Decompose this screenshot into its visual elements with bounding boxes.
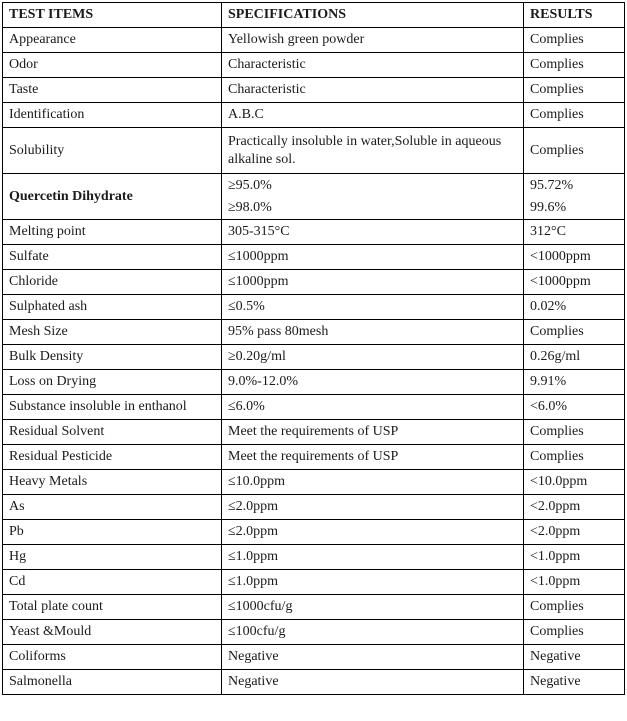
specification: ≤0.5% [222, 295, 524, 320]
specification-line: ≥95.0% [228, 177, 272, 193]
specification: ≤1000ppm [222, 270, 524, 295]
test-item: As [3, 495, 222, 520]
result: <1000ppm [524, 245, 625, 270]
table-row [3, 270, 625, 295]
result: Negative [524, 645, 625, 670]
test-item: Loss on Drying [3, 370, 222, 395]
table-row [3, 320, 625, 345]
table-row [3, 445, 625, 470]
table-row [3, 395, 625, 420]
specification: Negative [222, 645, 524, 670]
test-item: Coliforms [3, 645, 222, 670]
test-item: Pb [3, 520, 222, 545]
result: 0.26g/ml [524, 345, 625, 370]
table-row [3, 645, 625, 670]
table-row [3, 28, 625, 53]
specification: ≤100cfu/g [222, 620, 524, 645]
specification: ≤2.0ppm [222, 495, 524, 520]
table-row [3, 295, 625, 320]
result: Complies [524, 595, 625, 620]
result: <2.0ppm [524, 520, 625, 545]
test-item: Appearance [3, 28, 222, 53]
specification: ≤1000cfu/g [222, 595, 524, 620]
table-row [3, 78, 625, 103]
test-item: Salmonella [3, 670, 222, 695]
specification: ≥0.20g/ml [222, 345, 524, 370]
result: Complies [524, 28, 625, 53]
test-item: Taste [3, 78, 222, 103]
test-item: Sulphated ash [3, 295, 222, 320]
result: <10.0ppm [524, 470, 625, 495]
test-item: Melting point [3, 220, 222, 245]
result: <6.0% [524, 395, 625, 420]
table-row [3, 53, 625, 78]
specification: Negative [222, 670, 524, 695]
test-item: Total plate count [3, 595, 222, 620]
result: Complies [524, 420, 625, 445]
header-test-items: TEST ITEMS [3, 3, 222, 28]
result: <1.0ppm [524, 545, 625, 570]
table-row [3, 345, 625, 370]
specification: A.B.C [222, 103, 524, 128]
table-row [3, 670, 625, 695]
table-row [3, 545, 625, 570]
specification: Characteristic [222, 53, 524, 78]
table-row [3, 595, 625, 620]
test-item: Bulk Density [3, 345, 222, 370]
specification: Meet the requirements of USP [222, 420, 524, 445]
result: Complies [524, 445, 625, 470]
specification: 305-315°C [222, 220, 524, 245]
test-item: Substance insoluble in enthanol [3, 395, 222, 420]
specification: 9.0%-12.0% [222, 370, 524, 395]
specification: ≤6.0% [222, 395, 524, 420]
result: <1.0ppm [524, 570, 625, 595]
specification: Yellowish green powder [222, 28, 524, 53]
result: Complies [524, 620, 625, 645]
specification: ≤2.0ppm [222, 520, 524, 545]
result: Complies [524, 320, 625, 345]
test-item: Residual Pesticide [3, 445, 222, 470]
table-row [3, 495, 625, 520]
result: 312°C [524, 220, 625, 245]
header-results: RESULTS [524, 3, 625, 28]
specification-line: ≥98.0% [228, 199, 272, 215]
test-item: Identification [3, 103, 222, 128]
test-item: Chloride [3, 270, 222, 295]
table-row [3, 520, 625, 545]
table-row [3, 220, 625, 245]
result [524, 174, 625, 220]
table-row [3, 128, 625, 174]
test-item: Heavy Metals [3, 470, 222, 495]
result: Complies [524, 128, 625, 174]
table-row [3, 103, 625, 128]
result: <1000ppm [524, 270, 625, 295]
specification: Characteristic [222, 78, 524, 103]
table-row [3, 245, 625, 270]
result: <2.0ppm [524, 495, 625, 520]
specification: ≤1.0ppm [222, 570, 524, 595]
test-item: Mesh Size [3, 320, 222, 345]
table-row [3, 620, 625, 645]
result-line: 99.6% [530, 199, 567, 215]
test-item: Residual Solvent [3, 420, 222, 445]
result: Complies [524, 53, 625, 78]
specification: 95% pass 80mesh [222, 320, 524, 345]
table-row [3, 420, 625, 445]
table-header-row [3, 3, 625, 28]
specification: ≤1.0ppm [222, 545, 524, 570]
header-specifications: SPECIFICATIONS [222, 3, 524, 28]
result: Negative [524, 670, 625, 695]
test-item: Cd [3, 570, 222, 595]
test-item: Sulfate [3, 245, 222, 270]
specification [222, 174, 524, 220]
specification: ≤1000ppm [222, 245, 524, 270]
test-item: Odor [3, 53, 222, 78]
specification-table [2, 2, 625, 695]
result: Complies [524, 78, 625, 103]
table-row [3, 470, 625, 495]
test-item: Solubility [3, 128, 222, 174]
table-row [3, 370, 625, 395]
test-item: Yeast &Mould [3, 620, 222, 645]
result: 0.02% [524, 295, 625, 320]
test-item: Hg [3, 545, 222, 570]
table-row [3, 174, 625, 220]
specification: Meet the requirements of USP [222, 445, 524, 470]
result-line: 95.72% [530, 177, 574, 193]
result: Complies [524, 103, 625, 128]
table-row [3, 570, 625, 595]
specification: Practically insoluble in water,Soluble in aqueous alkaline sol. [222, 128, 524, 174]
specification: ≤10.0ppm [222, 470, 524, 495]
result: 9.91% [524, 370, 625, 395]
test-item: Quercetin Dihydrate [3, 174, 222, 220]
